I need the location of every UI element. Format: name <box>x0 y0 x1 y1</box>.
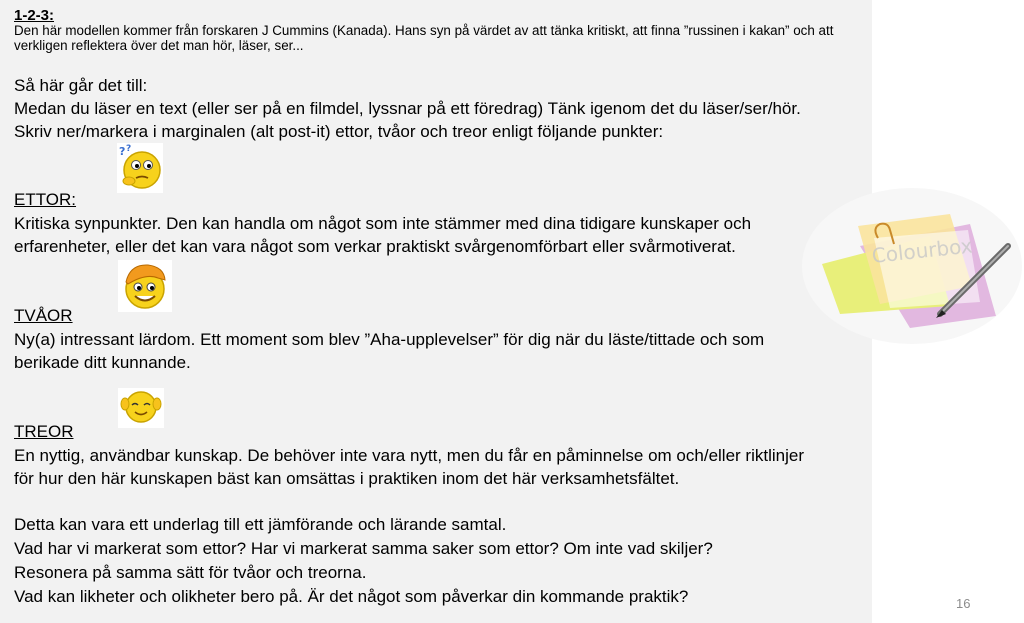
watermark-text: Colourbox <box>870 233 974 268</box>
how-title: Så här går det till: <box>14 76 148 95</box>
closing-line-2: Vad har vi markerat som ettor? Har vi markerat samma saker som ettor? Om inte vad skiljer? <box>14 539 713 558</box>
intro-text: Den här modellen kommer från forskaren J Cummins (Kanada). Hans syn på värdet av att tänka kritiskt, att finna ”russinen i kakan” och att verkligen reflektera över det man hör, läser, ser... <box>14 23 834 53</box>
relaxed-emoji-icon <box>118 388 164 428</box>
sticky-notes-pen-icon <box>800 186 1024 346</box>
treor-line-1: En nyttig, användbar kunskap. De behöver inte vara nytt, men du får en påminnelse om och/eller riktlinjer <box>14 446 804 465</box>
how-line-1: Medan du läser en text (eller ser på en filmdel, lyssnar på ett föredrag) Tänk igenom det du läser/ser/hör. <box>14 99 801 118</box>
closing-line-1: Detta kan vara ett underlag till ett jämförande och lärande samtal. <box>14 515 507 534</box>
ettor-line-2: erfarenheter, eller det kan vara något som verkar praktiskt svårgenomförbart eller svårmotiverat. <box>14 237 736 256</box>
builder-emoji-icon <box>118 260 172 312</box>
how-line-2: Skriv ner/markera i marginalen (alt post-it) ettor, tvåor och treor enligt följande punkter: <box>14 122 664 141</box>
svg-text:?: ? <box>126 144 132 154</box>
ettor-label: ETTOR: <box>14 190 77 209</box>
closing-line-3: Resonera på samma sätt för tvåor och treorna. <box>14 563 367 582</box>
treor-label: TREOR <box>14 422 74 441</box>
page-number: 16 <box>956 596 971 611</box>
ettor-line-1: Kritiska synpunkter. Den kan handla om något som inte stämmer med dina tidigare kunskaper och <box>14 214 752 233</box>
tvaor-label: TVÅOR <box>14 306 73 325</box>
thinking-emoji-icon <box>117 143 163 193</box>
svg-text:?: ? <box>119 145 126 158</box>
section-heading: 1-2-3: <box>14 7 55 24</box>
closing-line-4: Vad kan likheter och olikheter bero på. Är det något som påverkar din kommande praktik? <box>14 587 689 606</box>
tvaor-line-1: Ny(a) intressant lärdom. Ett moment som blev ”Aha-upplevelser” för dig när du läste/tittade och som <box>14 330 765 349</box>
treor-line-2: för hur den här kunskapen bäst kan omsättas i praktiken inom det här verksamhetsfältet. <box>14 469 680 488</box>
tvaor-line-2: berikade ditt kunnande. <box>14 353 191 372</box>
